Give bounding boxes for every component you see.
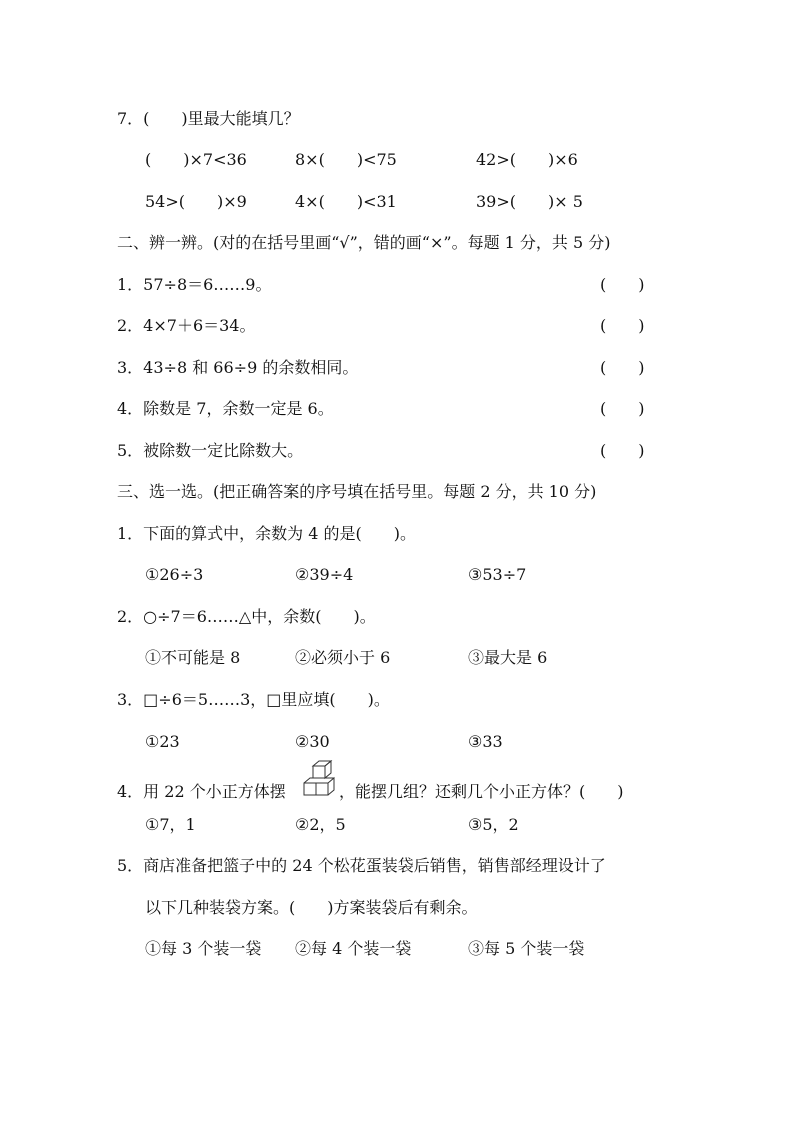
- s2-item-5: 5．被除数一定比除数大。: [117, 441, 304, 460]
- s3-q2-text: 2．○÷7＝6……△中，余数( )。: [117, 607, 376, 626]
- s3-q1-text: 1．下面的算式中，余数为 4 的是( )。: [117, 524, 417, 543]
- s2-item-1: 1．57÷8＝6……9。: [117, 275, 272, 294]
- s2-answer-blank-2[interactable]: ( ): [600, 316, 645, 335]
- s2-item-2: 2．4×7＋6＝34。: [117, 316, 256, 335]
- s3-q4-option-1: ①7，1: [145, 815, 196, 834]
- s3-q2-option-3: ③最大是 6: [468, 648, 548, 667]
- section2-heading: 二、辨一辨。(对的在括号里画“√”，错的画“×”。每题 1 分，共 5 分): [117, 233, 611, 252]
- s3-q4-option-2: ②2，5: [295, 815, 346, 834]
- q7-row1-item1: ( )×7<36: [145, 150, 247, 169]
- s3-q5-option-3: ③每 5 个装一袋: [468, 939, 585, 958]
- s3-q1-option-3: ③53÷7: [468, 565, 527, 584]
- section3-heading: 三、选一选。(把正确答案的序号填在括号里。每题 2 分，共 10 分): [117, 482, 597, 501]
- s2-answer-blank-1[interactable]: ( ): [600, 275, 645, 294]
- s3-q5-option-1: ①每 3 个装一袋: [145, 939, 262, 958]
- q7-title: 7．( )里最大能填几？: [117, 109, 300, 128]
- s3-q5-line1: 5．商店准备把篮子中的 24 个松花蛋装袋后销售，销售部经理设计了: [117, 856, 606, 875]
- s2-answer-blank-3[interactable]: ( ): [600, 358, 645, 377]
- s3-q3-text: 3．□÷6＝5……3，□里应填( )。: [117, 690, 390, 709]
- s3-q5-line2: 以下几种装袋方案。( )方案装袋后有剩余。: [145, 898, 478, 917]
- q7-row1-item2: 8×( )<75: [295, 150, 397, 169]
- cube-stack-figure: [303, 760, 339, 798]
- s3-q5-option-2: ②每 4 个装一袋: [295, 939, 412, 958]
- s3-q4-text-before: 4．用 22 个小正方体摆: [117, 782, 286, 801]
- s2-answer-blank-5[interactable]: ( ): [600, 441, 645, 460]
- q7-row1-item3: 42>( )×6: [476, 150, 578, 169]
- s3-q4-text-after: ，能摆几组？还剩几个小正方体？( ): [339, 782, 624, 801]
- s3-q1-option-2: ②39÷4: [295, 565, 354, 584]
- s3-q1-option-1: ①26÷3: [145, 565, 204, 584]
- q7-row2-item1: 54>( )×9: [145, 192, 247, 211]
- s2-item-4: 4．除数是 7，余数一定是 6。: [117, 399, 334, 418]
- s3-q3-option-1: ①23: [145, 732, 180, 751]
- s3-q2-option-1: ①不可能是 8: [145, 648, 241, 667]
- s2-item-3: 3．43÷8 和 66÷9 的余数相同。: [117, 358, 359, 377]
- s3-q4-option-3: ③5，2: [468, 815, 519, 834]
- q7-row2-item2: 4×( )<31: [295, 192, 397, 211]
- s3-q2-option-2: ②必须小于 6: [295, 648, 391, 667]
- q7-row2-item3: 39>( )× 5: [476, 192, 583, 211]
- s3-q3-option-2: ②30: [295, 732, 330, 751]
- s3-q3-option-3: ③33: [468, 732, 503, 751]
- s2-answer-blank-4[interactable]: ( ): [600, 399, 645, 418]
